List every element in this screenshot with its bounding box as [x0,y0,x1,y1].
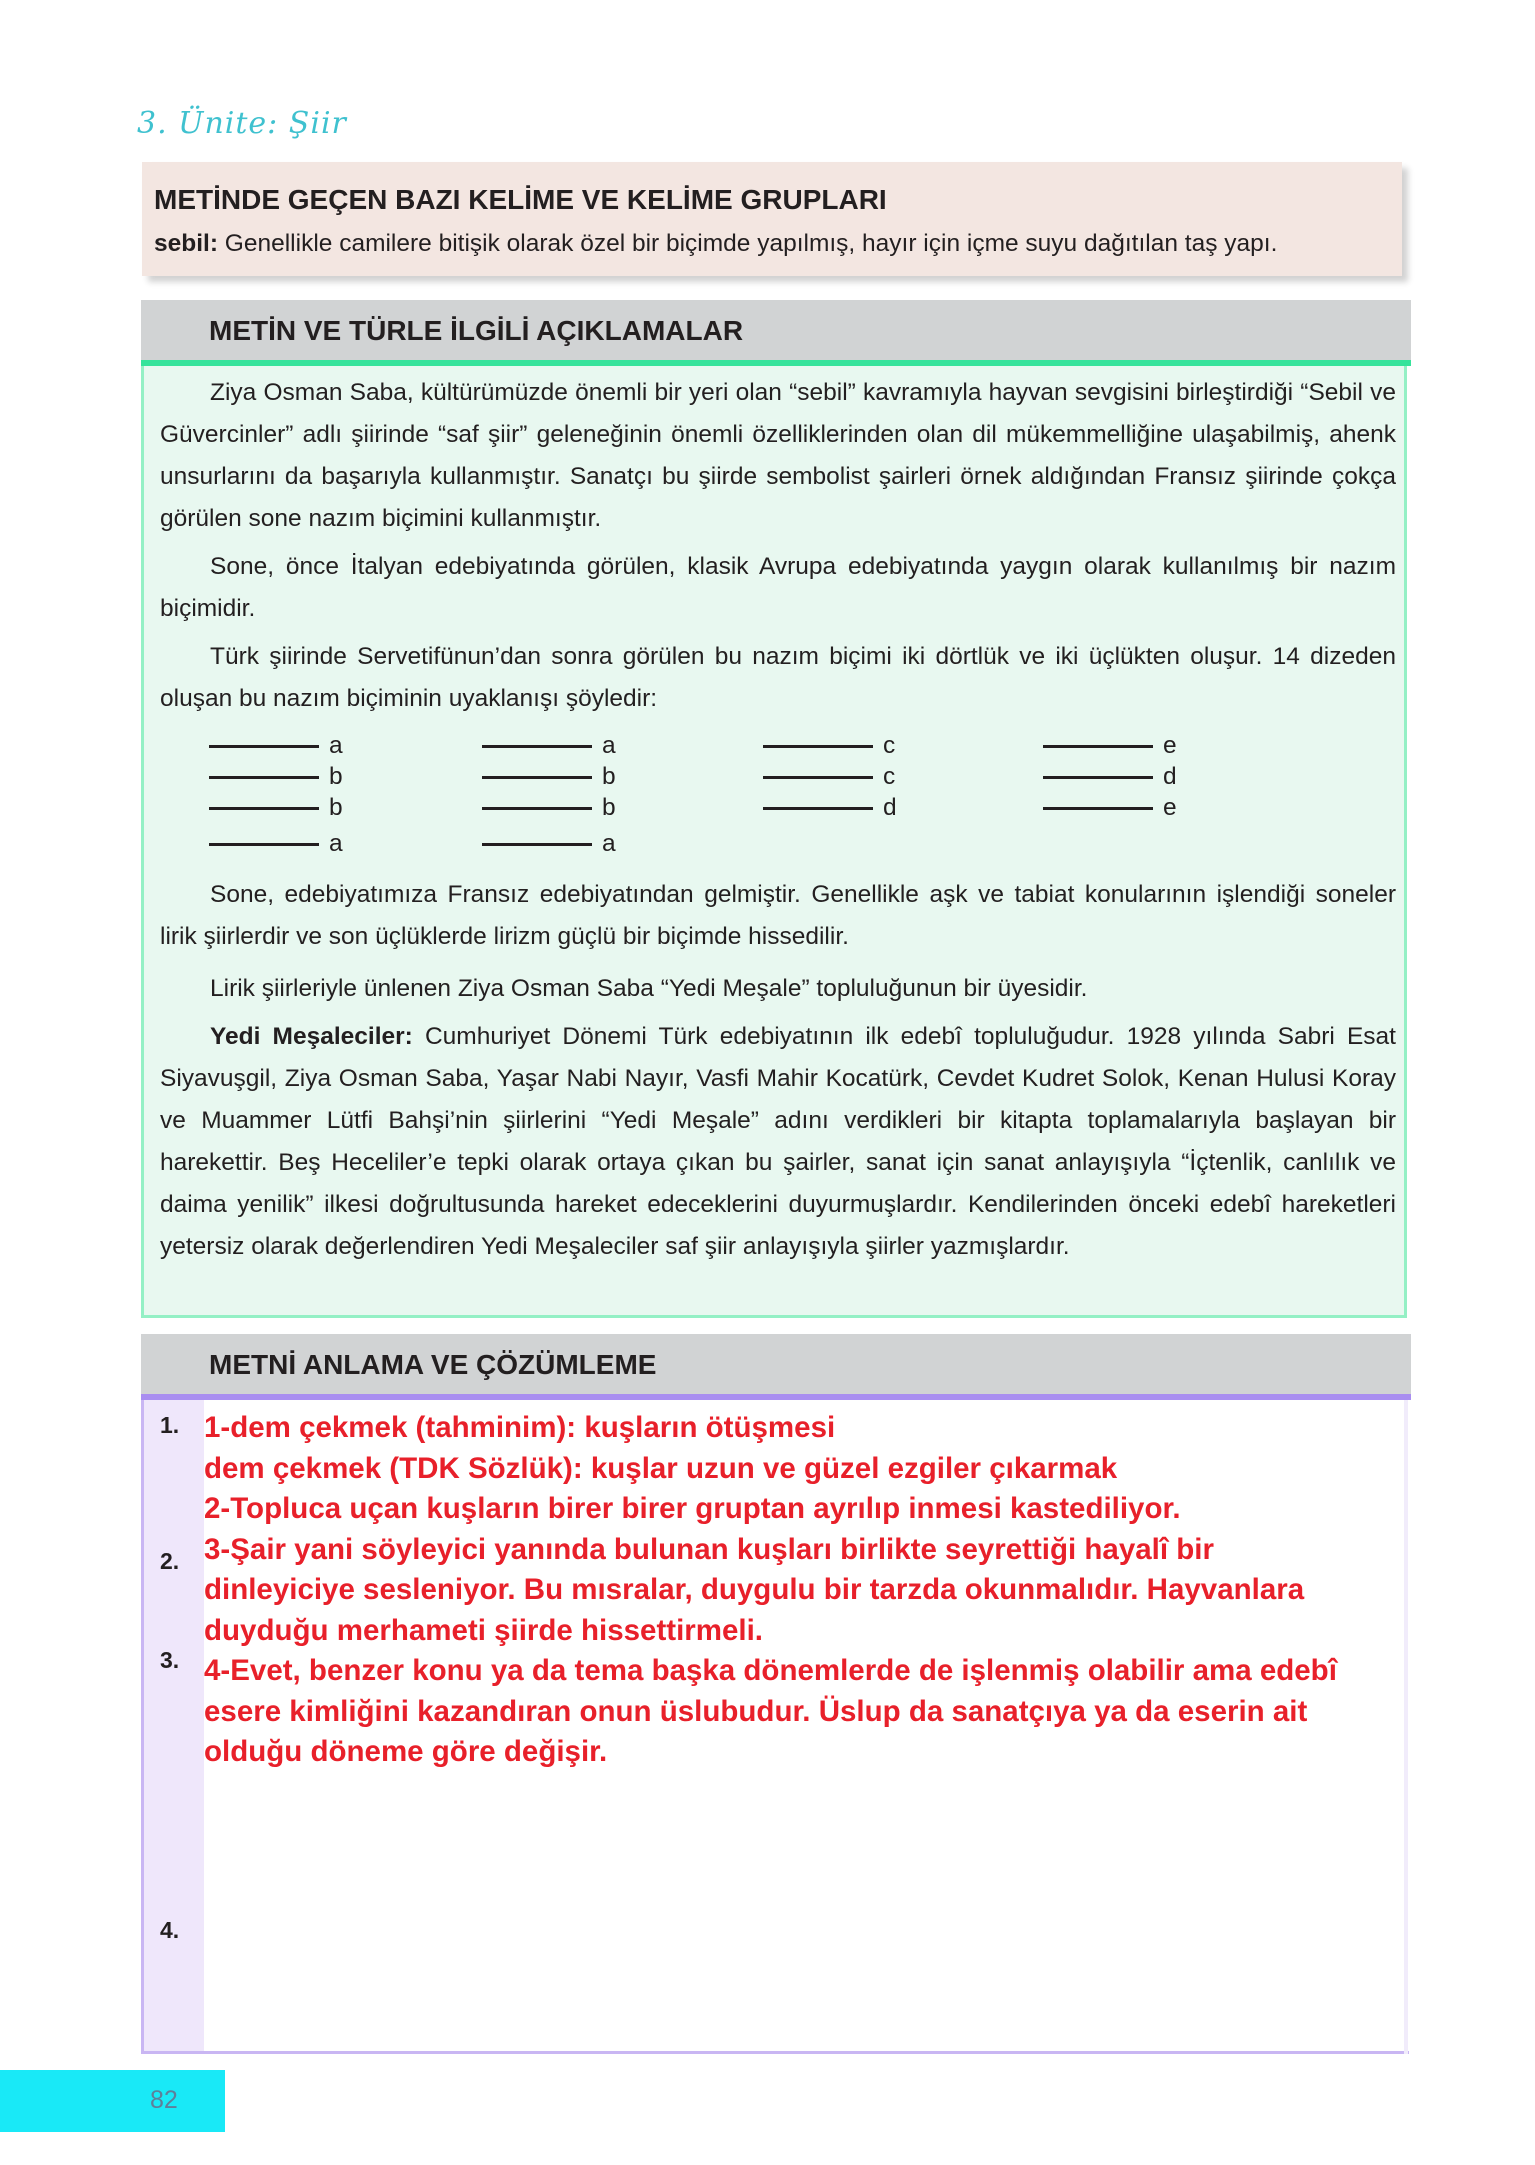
paragraph [160,1016,1396,1268]
answer-line: dinleyiciye sesleniyor. Bu mısralar, duygulu bir tarzda okunmalıdır. Hayvanlara [204,1573,1305,1606]
page-number: 82 [150,2086,178,2114]
unit-title: 3. Ünite: Şiir [137,106,347,141]
handwritten-answers [204,1408,1404,1773]
rhyme-letter: b [329,794,343,821]
paragraph-term: Yedi Meşaleciler: [210,1023,413,1050]
rhyme-line [1043,763,1177,791]
rhyme-line [1043,794,1177,822]
rhyme-letter: a [602,732,616,759]
answer-line: esere kimliğini kazandıran onun üslubudur. Üslup da sanatçıya ya da eserin ait [204,1694,1308,1728]
paragraph-text: Sone, edebiyatımıza Fransız edebiyatından gelmiştir. Genellikle aşk ve tabiat konularının işlendiği soneler lirik şiirlerdir ve son üçlüklerde lirizm güçlü bir biçimde hissedilir. [160,881,1396,950]
paragraph [160,546,1396,630]
paragraph-text: Ziya Osman Saba, kültürümüzde önemli bir yeri olan “sebil” kavramıyla hayvan sevgisini birleştirdiği “Sebil ve Güvercinler” adlı şiirinde “saf şiir” geleneğinin önemli özelliklerinden olan dil mükemmelliğine ulaşabilmiş, ahenk unsurlarını da başarıyla kullanmıştır. Sanatçı bu şiirde sembolist şairleri örnek aldığından Fransız şiirinde çokça görülen sone nazım biçimini kullanmıştır. [160,379,1396,532]
rhyme-letter: b [602,794,616,821]
rhyme-line [763,763,895,791]
paragraph-text: Lirik şiirleriyle ünlenen Ziya Osman Saba “Yedi Meşale” topluluğunun bir üyesidir. [210,975,1088,1002]
rhyme-line [763,732,895,760]
paragraph-text: Cumhuriyet Dönemi Türk edebiyatının ilk edebî topluluğudur. 1928 yılında Sabri Esat Siyavuşgil, Ziya Osman Saba, Yaşar Nabi Nayır, Vasfi Mahir Kocatürk, Cevdet Kudret Solok, Kenan Hulusi Koray ve Muammer Lütfi Bahşi’nin şiirlerini “Yedi Meşale” adını verdikleri bir kitapta toplamalarıyla başlayan bir harekettir. Beş Heceliler’e tepki olarak ortaya çıkan bu şairler, sanat için sanat anlayışıyla “İçtenlik, canlılık ve daima yenilik” ilkesi doğrultusunda hareket edeceklerini duyurmuşlardır. Kendilerinden önceki edebî hareketleri yetersiz olarak değerlendiren Yedi Meşaleciler saf şiir anlayışıyla şiirler yazmışlardır. [160,1023,1396,1260]
page-number-box [0,2070,225,2132]
rhyme-letter: a [602,830,616,857]
section-header-analysis [141,1334,1411,1400]
question-number: 1. [160,1412,180,1438]
answer-line: olduğu döneme göre değişir. [204,1735,608,1768]
rhyme-letter: c [883,763,896,790]
rhyme-line [482,794,616,822]
vocabulary-box [142,162,1402,276]
rhyme-line [209,794,343,822]
rhyme-line [209,732,343,760]
rhyme-letter: b [329,763,343,790]
section-title: METNİ ANLAMA VE ÇÖZÜMLEME [209,1349,657,1380]
paragraph [160,874,1396,958]
rhyme-line [763,794,897,822]
answer-line: 2-Topluca uçan kuşların birer birer gruptan ayrılıp inmesi kastediliyor. [204,1492,1181,1525]
rhyme-letter: e [1163,732,1177,759]
question-number: 2. [160,1548,180,1574]
rhyme-line [482,763,616,791]
paragraph-text: Türk şiirinde Servetifünun’dan sonra görülen bu nazım biçimi iki dörtlük ve iki üçlükten oluşur. 14 dizeden oluşan bu nazım biçiminin uyaklanışı şöyledir: [160,643,1396,712]
rhyme-line [482,732,616,760]
answer-line: 3-Şair yani söyleyici yanında bulunan kuşları birlikte seyrettiği hayalî bir [204,1532,1214,1566]
rhyme-line [482,830,616,858]
question-number: 4. [160,1917,180,1943]
vocabulary-definition: Genellikle camilere bitişik olarak özel bir biçimde yapılmış, hayır için içme suyu dağıtılan taş yapı. [218,230,1278,257]
rhyme-letter: a [329,732,343,759]
rhyme-letter: a [329,830,343,857]
answer-line: dem çekmek (TDK Sözlük): kuşlar uzun ve güzel ezgiler çıkarmak [204,1451,1118,1485]
section-header-explanations [141,300,1411,366]
rhyme-line [1043,732,1177,760]
paragraph [160,372,1396,540]
vocabulary-term: sebil: [154,230,218,257]
vocabulary-entry [154,230,1277,258]
section-title: METİN VE TÜRLE İLGİLİ AÇIKLAMALAR [209,315,744,346]
vocabulary-title: METİNDE GEÇEN BAZI KELİME VE KELİME GRUPLARI [154,184,887,215]
question-number-strip [144,1400,204,2051]
answer-line: 4-Evet, benzer konu ya da tema başka dönemlerde de işlenmiş olabilir ama edebî [204,1654,1337,1687]
paragraph [160,636,1396,720]
rhyme-letter: d [883,794,897,821]
answer-line: 1-dem çekmek (tahminim): kuşların ötüşmesi [204,1411,836,1444]
paragraph-text: Sone, önce İtalyan edebiyatında görülen, klasik Avrupa edebiyatında yaygın olarak kullanılmış bir nazım biçimidir. [160,553,1396,622]
answer-line: duyduğu merhameti şiirde hissettirmeli. [204,1613,764,1647]
rhyme-letter: e [1163,794,1177,821]
rhyme-letter: c [883,732,896,759]
paragraph [160,968,1396,1010]
rhyme-line [209,830,343,858]
rhyme-letter: d [1163,763,1177,790]
rhyme-letter: b [602,763,616,790]
divider [1404,1400,1408,2054]
question-number: 3. [160,1647,180,1673]
rhyme-line [209,763,343,791]
